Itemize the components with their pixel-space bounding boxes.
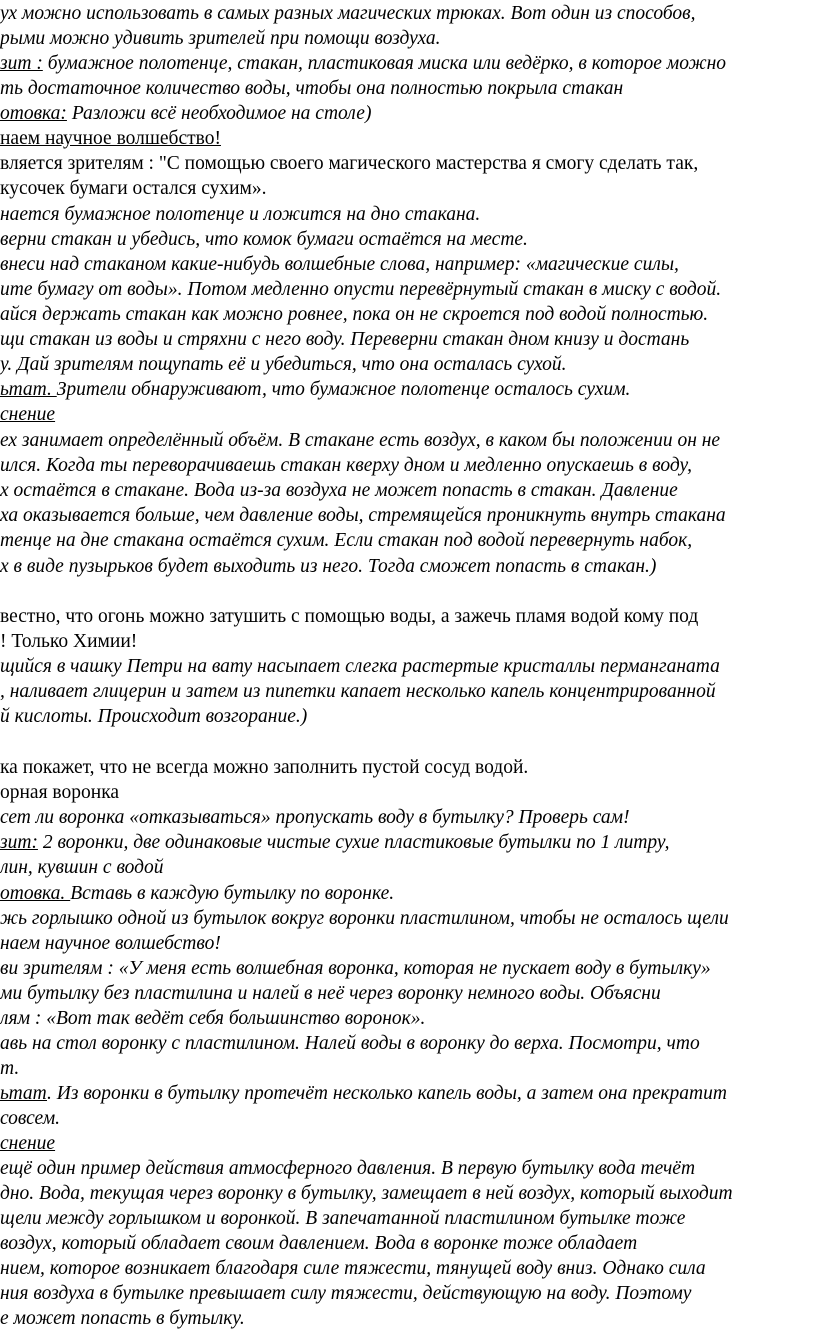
text-segment: нием, которое возникает благодаря силе тяжести, тянущей воду вниз. Однако сила: [0, 1258, 706, 1279]
text-segment: жь горлышко одной из бутылок вокруг воронки пластилином, чтобы не осталось щели: [0, 908, 729, 929]
text-segment: ех занимает определённый объём. В стакане есть воздух, в каком бы положении он не: [0, 430, 721, 451]
text-line: [0, 479, 678, 503]
text-line: [0, 1182, 733, 1206]
text-line: [0, 278, 721, 302]
text-line: [0, 831, 669, 855]
text-line: [0, 1132, 55, 1156]
text-segment: вестно, что огонь можно затушить с помощью воды, а зажечь пламя водой кому под: [0, 606, 699, 627]
text-segment: х остаётся в стакане. Вода из-за воздуха не может попасть в стакан. Давление: [0, 480, 678, 501]
text-segment: ха оказывается больше, чем давление воды, стремящейся проникнуть внутрь стакана: [0, 505, 726, 526]
text-line: [0, 52, 726, 76]
text-segment: кусочек бумаги остался сухим».: [0, 178, 267, 199]
text-line: [0, 680, 716, 704]
text-line: [0, 1007, 425, 1031]
text-segment: айся держать стакан как можно ровнее, пока он не скроется под водой полностью.: [0, 304, 709, 325]
text-segment: е может попасть в бутылку.: [0, 1308, 245, 1329]
text-line: [0, 127, 221, 151]
text-line: [0, 403, 55, 427]
text-segment: зит:: [0, 832, 38, 853]
text-line: [0, 2, 695, 26]
text-segment: бумажное полотенце, стакан, пластиковая миска или ведёрко, в которое можно: [42, 53, 727, 74]
text-segment: Зрители обнаруживают, что бумажное полотенце осталось сухим.: [56, 379, 631, 400]
text-segment: щи стакан из воды и стряхни с него воду. Переверни стакан дном книзу и достань: [0, 329, 690, 350]
text-line: [0, 907, 729, 931]
text-line: [0, 353, 567, 377]
text-line: [0, 27, 441, 51]
text-segment: тенце на дне стакана остаётся сухим. Если стакан под водой перевернуть набок,: [0, 530, 693, 551]
text-line: [0, 756, 528, 780]
text-line: [0, 957, 711, 981]
text-line: [0, 328, 689, 352]
text-line: [0, 1232, 637, 1256]
text-line: [0, 705, 307, 729]
text-segment: 2 воронки, две одинаковые чистые сухие пластиковые бутылки по 1 литру,: [37, 832, 670, 853]
text-line: [0, 177, 267, 201]
text-segment: ка покажет, что не всегда можно заполнить пустой сосуд водой.: [0, 757, 529, 778]
text-segment: зит :: [0, 53, 43, 74]
text-segment: отовка.: [0, 883, 71, 904]
text-line: [0, 630, 137, 654]
text-line: [0, 806, 630, 830]
text-line: [0, 1307, 245, 1331]
text-line: [0, 982, 661, 1006]
text-segment: щийся в чашку Петри на вату насыпает слегка растертые кристаллы перманганата: [0, 656, 720, 677]
text-line: [0, 605, 698, 629]
text-line: [0, 102, 371, 126]
text-segment: дно. Вода, текущая через воронку в бутылку, замещает в ней воздух, который выходит: [0, 1183, 733, 1204]
text-segment: нается бумажное полотенце и ложится на дно стакана.: [0, 204, 481, 225]
text-line: [0, 555, 656, 579]
text-segment: у. Дай зрителям пощупать её и убедиться, что она осталась сухой.: [0, 354, 567, 375]
text-line: [0, 253, 679, 277]
text-line: [0, 203, 480, 227]
text-line: [0, 454, 692, 478]
text-line: [0, 504, 726, 528]
text-segment: лин, кувшин с водой: [0, 857, 164, 878]
text-segment: орная воронка: [0, 782, 120, 803]
text-segment: внеси над стаканом какие-нибудь волшебные слова, например: «магические силы,: [0, 254, 679, 275]
text-segment: Вставь в каждую бутылку по воронке.: [70, 883, 395, 904]
text-segment: отовка:: [0, 103, 67, 124]
text-segment: ьтат: [0, 1083, 48, 1104]
text-segment: ещё один пример действия атмосферного давления. В первую бутылку вода течёт: [0, 1158, 696, 1179]
text-segment: снение: [0, 1133, 56, 1154]
text-line: [0, 77, 623, 101]
text-segment: т.: [0, 1058, 20, 1079]
text-segment: ви зрителям : «У меня есть волшебная воронка, которая не пускает воду в бутылку»: [0, 958, 711, 979]
text-segment: Разложи всё необходимое на столе): [66, 103, 372, 124]
text-line: [0, 1257, 706, 1281]
text-line: [0, 1157, 695, 1181]
text-segment: наем научное волшебство!: [0, 128, 221, 149]
text-segment: совсем.: [0, 1108, 61, 1129]
text-line: [0, 856, 164, 880]
text-line: [0, 378, 630, 402]
text-segment: ьтат.: [0, 379, 57, 400]
text-segment: авь на стол воронку с пластилином. Налей воды в воронку до верха. Посмотри, что: [0, 1033, 700, 1054]
text-segment: , наливает глицерин и затем из пипетки капает несколько капель концентрированной: [0, 681, 716, 702]
text-line: [0, 1032, 700, 1056]
text-segment: вляется зрителям : "С помощью своего магического мастерства я смогу сделать так,: [0, 153, 699, 174]
text-segment: сет ли воронка «отказываться» пропускать воду в бутылку? Проверь сам!: [0, 807, 630, 828]
text-segment: ть достаточное количество воды, чтобы она полностью покрыла стакан: [0, 78, 624, 99]
text-segment: ух можно использовать в самых разных магических трюках. Вот один из способов,: [0, 3, 696, 24]
text-line: [0, 882, 394, 906]
text-line: [0, 1282, 691, 1306]
text-segment: щели между горлышком и воронкой. В запечатанной пластилином бутылке тоже: [0, 1208, 686, 1229]
text-line: [0, 429, 720, 453]
text-line: [0, 932, 221, 956]
text-line: [0, 529, 692, 553]
text-segment: рыми можно удивить зрителей при помощи воздуха.: [0, 28, 441, 49]
text-segment: верни стакан и убедись, что комок бумаги остаётся на месте.: [0, 229, 528, 250]
text-line: [0, 152, 698, 176]
text-segment: . Из воронки в бутылку протечёт несколько капель воды, а затем она прекратит: [47, 1083, 727, 1104]
text-segment: й кислоты. Происходит возгорание.): [0, 706, 308, 727]
text-segment: ми бутылку без пластилина и налей в неё через воронку немного воды. Объясни: [0, 983, 661, 1004]
text-segment: х в виде пузырьков будет выходить из него. Тогда сможет попасть в стакан.): [0, 556, 657, 577]
text-segment: ния воздуха в бутылке превышает силу тяжести, действующую на воду. Поэтому: [0, 1283, 692, 1304]
text-line: [0, 781, 119, 805]
text-line: [0, 303, 708, 327]
text-line: [0, 1057, 19, 1081]
text-segment: ите бумагу от воды». Потом медленно опусти перевёрнутый стакан в миску с водой.: [0, 279, 722, 300]
text-line: [0, 1207, 685, 1231]
text-segment: наем научное волшебство!: [0, 933, 221, 954]
text-segment: воздух, который обладает своим давлением. Вода в воронке тоже обладает: [0, 1233, 638, 1254]
text-line: [0, 228, 528, 252]
text-segment: ился. Когда ты переворачиваешь стакан кверху дном и медленно опускаешь в воду,: [0, 455, 693, 476]
text-line: [0, 1082, 727, 1106]
text-segment: ! Только Химии!: [0, 631, 138, 652]
text-segment: лям : «Вот так ведёт себя большинство воронок».: [0, 1008, 426, 1029]
text-segment: снение: [0, 404, 56, 425]
text-line: [0, 1107, 60, 1131]
text-line: [0, 655, 720, 679]
